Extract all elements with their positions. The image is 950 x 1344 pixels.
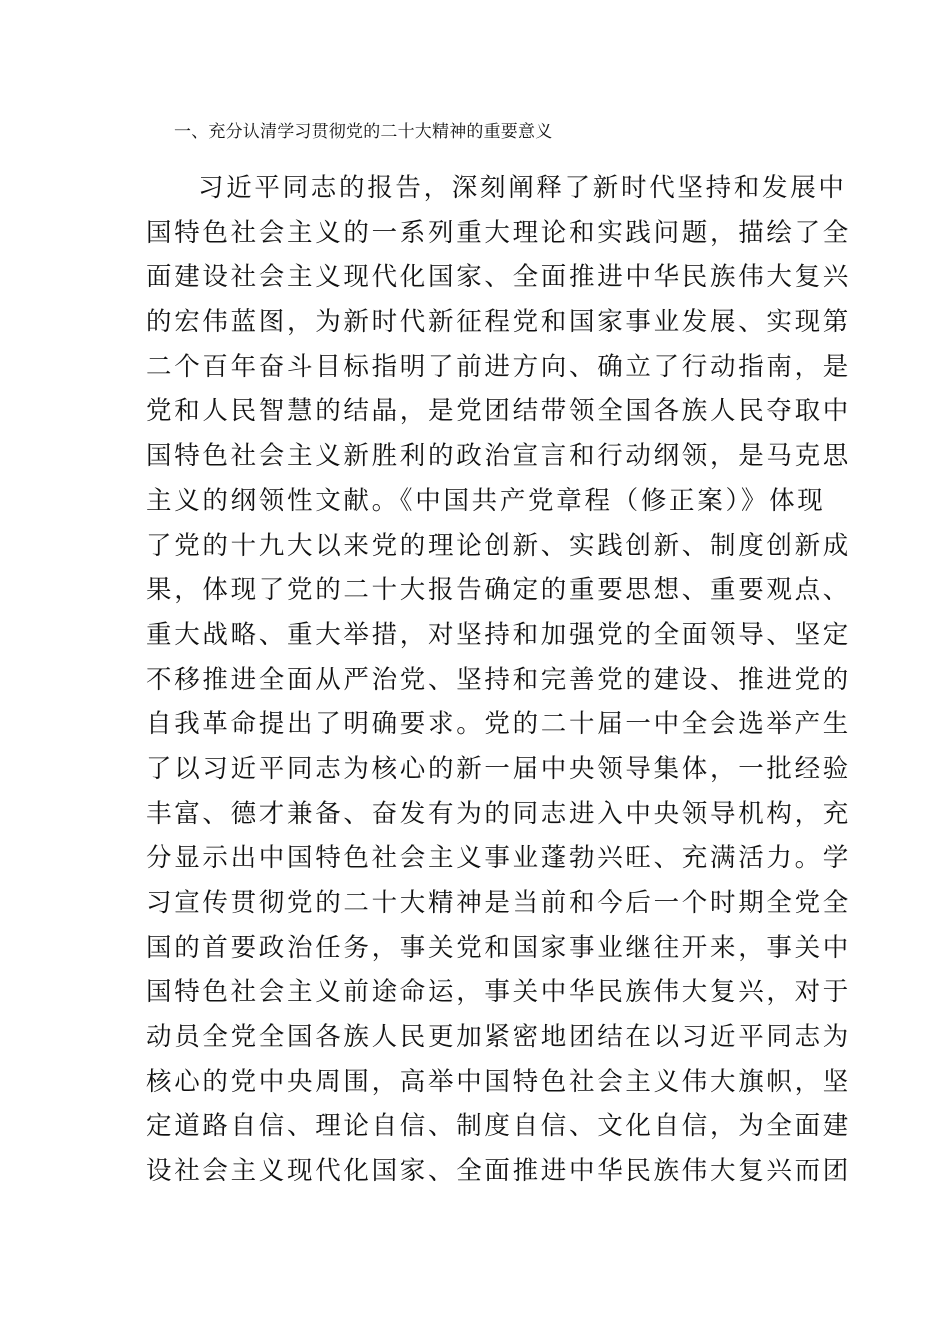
paragraph-line: 定道路自信、理论自信、制度自信、文化自信，为全面建 <box>146 1111 852 1142</box>
paragraph-line: 党和人民智慧的结晶，是党团结带领全国各族人民夺取中 <box>146 396 852 427</box>
section-heading: 一、充分认清学习贯彻党的二十大精神的重要意义 <box>174 122 553 142</box>
paragraph-line: 动员全党全国各族人民更加紧密地团结在以习近平同志为 <box>146 1022 852 1053</box>
paragraph-line: 核心的党中央周围，高举中国特色社会主义伟大旗帜，坚 <box>146 1066 852 1097</box>
paragraph-line: 重大战略、重大举措，对坚持和加强党的全面领导、坚定 <box>146 619 852 650</box>
paragraph-line: 果，体现了党的二十大报告确定的重要思想、重要观点、 <box>146 575 852 606</box>
paragraph-line: 国的首要政治任务，事关党和国家事业继往开来，事关中 <box>146 932 852 963</box>
paragraph-line: 自我革命提出了明确要求。党的二十届一中全会选举产生 <box>146 709 852 740</box>
paragraph-line: 国特色社会主义的一系列重大理论和实践问题，描绘了全 <box>146 217 852 248</box>
body-paragraph <box>146 166 852 1194</box>
paragraph-line: 习近平同志的报告，深刻阐释了新时代坚持和发展中 <box>198 173 847 203</box>
paragraph-line: 面建设社会主义现代化国家、全面推进中华民族伟大复兴 <box>146 262 852 293</box>
paragraph-line: 二个百年奋斗目标指明了前进方向、确立了行动指南，是 <box>146 351 852 382</box>
paragraph-line: 分显示出中国特色社会主义事业蓬勃兴旺、充满活力。学 <box>146 843 852 874</box>
paragraph-line: 了以习近平同志为核心的新一届中央领导集体，一批经验 <box>146 753 852 784</box>
paragraph-line: 国特色社会主义前途命运，事关中华民族伟大复兴，对于 <box>146 977 852 1008</box>
paragraph-line: 不移推进全面从严治党、坚持和完善党的建设、推进党的 <box>146 664 852 695</box>
paragraph-line: 的宏伟蓝图，为新时代新征程党和国家事业发展、实现第 <box>146 307 852 338</box>
paragraph-line: 习宣传贯彻党的二十大精神是当前和今后一个时期全党全 <box>146 888 852 918</box>
paragraph-line: 主义的纲领性文献。《中国共产党章程（修正案）》体现 <box>146 485 826 516</box>
paragraph-line: 了党的十九大以来党的理论创新、实践创新、制度创新成 <box>146 530 852 561</box>
paragraph-line: 设社会主义现代化国家、全面推进中华民族伟大复兴而团 <box>146 1156 852 1187</box>
paragraph-line: 丰富、德才兼备、奋发有为的同志进入中央领导机构，充 <box>146 798 852 829</box>
paragraph-line: 国特色社会主义新胜利的政治宣言和行动纲领，是马克思 <box>146 441 852 472</box>
